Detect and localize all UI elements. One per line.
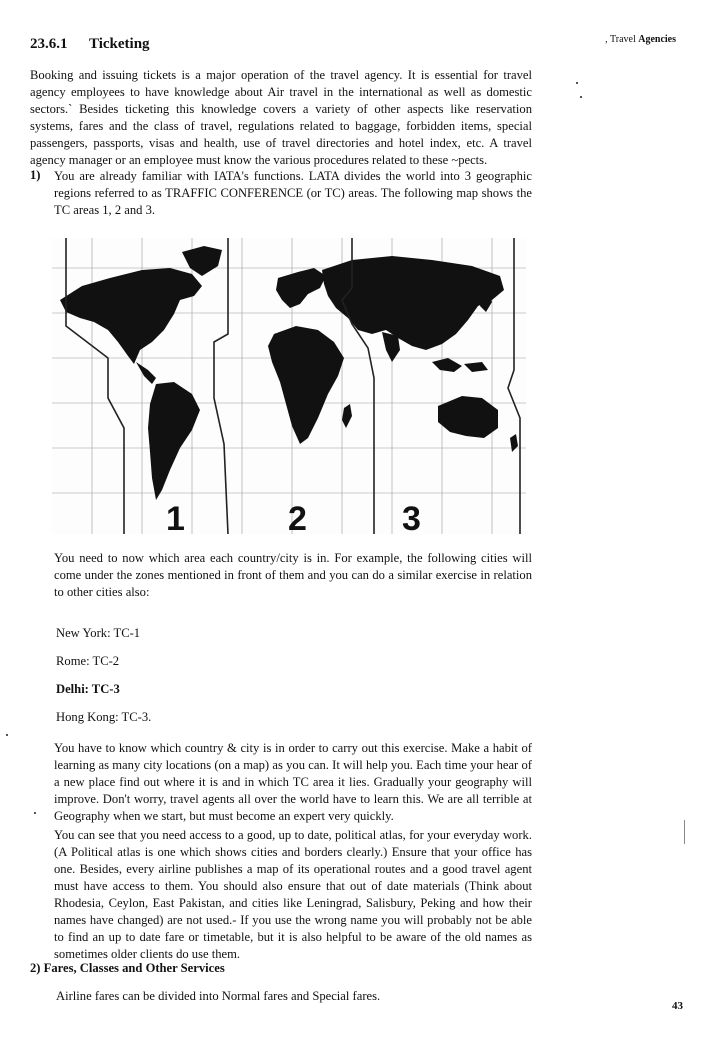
section-2-heading: 2) Fares, Classes and Other Services bbox=[30, 961, 225, 975]
section-number: 23.6.1 bbox=[30, 36, 68, 52]
zone-label-3: 3 bbox=[402, 500, 421, 534]
greenland bbox=[182, 246, 222, 276]
running-head-bold: Agencies bbox=[638, 34, 676, 45]
madagascar bbox=[342, 404, 352, 428]
item-1-number: 1) bbox=[30, 168, 41, 182]
scan-speck bbox=[6, 734, 8, 736]
tc-boundary-east bbox=[508, 238, 520, 534]
se-asia-islands bbox=[432, 358, 462, 372]
city-hong-kong: Hong Kong: TC-3. bbox=[56, 710, 152, 724]
continents bbox=[60, 246, 518, 500]
zone-label-1: 1 bbox=[166, 500, 185, 534]
australia bbox=[438, 396, 498, 438]
scan-speck bbox=[576, 82, 578, 84]
intro-paragraph: Booking and issuing tickets is a major operation of the travel agency. It is essential for travel agency employees to have knowledge about Air travel in the international as well as domestic sectors.` Besides ticketing this knowledge covers a variety of other aspects like reservation systems, fares and the class of travel, regulations related to baggage, forbidden items, special passengers, passports, visas and health, use of travel directories and hotel index, etc. A travel agency manager or an employee must know the various procedures related to these ~pects. bbox=[30, 68, 532, 167]
habit-paragraph: You have to know which country & city is in order to carry out this exercise. Make a habit of learning as many city locations (on a map) as you can. It will help you. Each time your hear of a new place find out where it is and in which TC area it lies. Gradually your geography will improve. Don't worry, travel agents all over the world have to learn this. We are all terrible at Geography when we start, but must become an expert very quickly. bbox=[54, 741, 532, 823]
zone-labels bbox=[166, 500, 421, 534]
atlas-paragraph: You can see that you need access to a good, up to date, political atlas, for your everyday work. (A Political atlas is one which shows cities and borders clearly.) Ensure that your office has one. Besides, every airline publishes a map of its operational routes and a good travel agent must have access to them. You should also ensure that out of date materials (Think about Rhodesia, Ceylon, East Pakistan, and cities like Leningrad, Salisbury, Peking and how their names have changed) are not used.- If you use the wrong name you will probably not be able to find an up to date fare or timetable, but it is also helpful to be aware of the old names as sometimes older clients do use them. bbox=[54, 828, 532, 961]
zone-label-2: 2 bbox=[288, 500, 307, 534]
world-map-graphic bbox=[52, 238, 526, 534]
asia bbox=[322, 256, 504, 350]
tc-areas-map bbox=[52, 238, 526, 534]
section-heading bbox=[30, 36, 150, 53]
india bbox=[382, 332, 400, 362]
section-title: Ticketing bbox=[88, 36, 150, 52]
city-new-york: New York: TC-1 bbox=[56, 626, 141, 640]
section-2-text: Airline fares can be divided into Normal fares and Special fares. bbox=[56, 989, 381, 1003]
item-1-text: You are already familiar with IATA's functions. LATA divides the world into 3 geographic regions referred to as TRAFFIC CONFERENCE (or TC) areas. The following map shows the TC areas 1, 2 and 3. bbox=[54, 169, 532, 217]
new-zealand bbox=[510, 434, 518, 452]
running-head-prefix: , Travel bbox=[605, 34, 636, 45]
central-america bbox=[136, 362, 156, 384]
scan-speck bbox=[580, 96, 582, 98]
north-america bbox=[60, 268, 202, 364]
europe bbox=[276, 268, 326, 308]
scan-speck bbox=[34, 812, 36, 814]
africa bbox=[268, 326, 344, 444]
page-number: 43 bbox=[672, 1000, 683, 1012]
running-head bbox=[605, 34, 676, 45]
tc-boundary-1-2 bbox=[214, 238, 228, 534]
cities-intro-paragraph: You need to now which area each country/city is in. For example, the following cities will come under the zones mentioned in front of them and you can do a similar exercise in relation to other cities also: bbox=[54, 551, 532, 599]
scan-mark bbox=[684, 820, 685, 844]
city-delhi: Delhi: TC-3 bbox=[56, 682, 120, 696]
city-rome: Rome: TC-2 bbox=[56, 654, 120, 668]
